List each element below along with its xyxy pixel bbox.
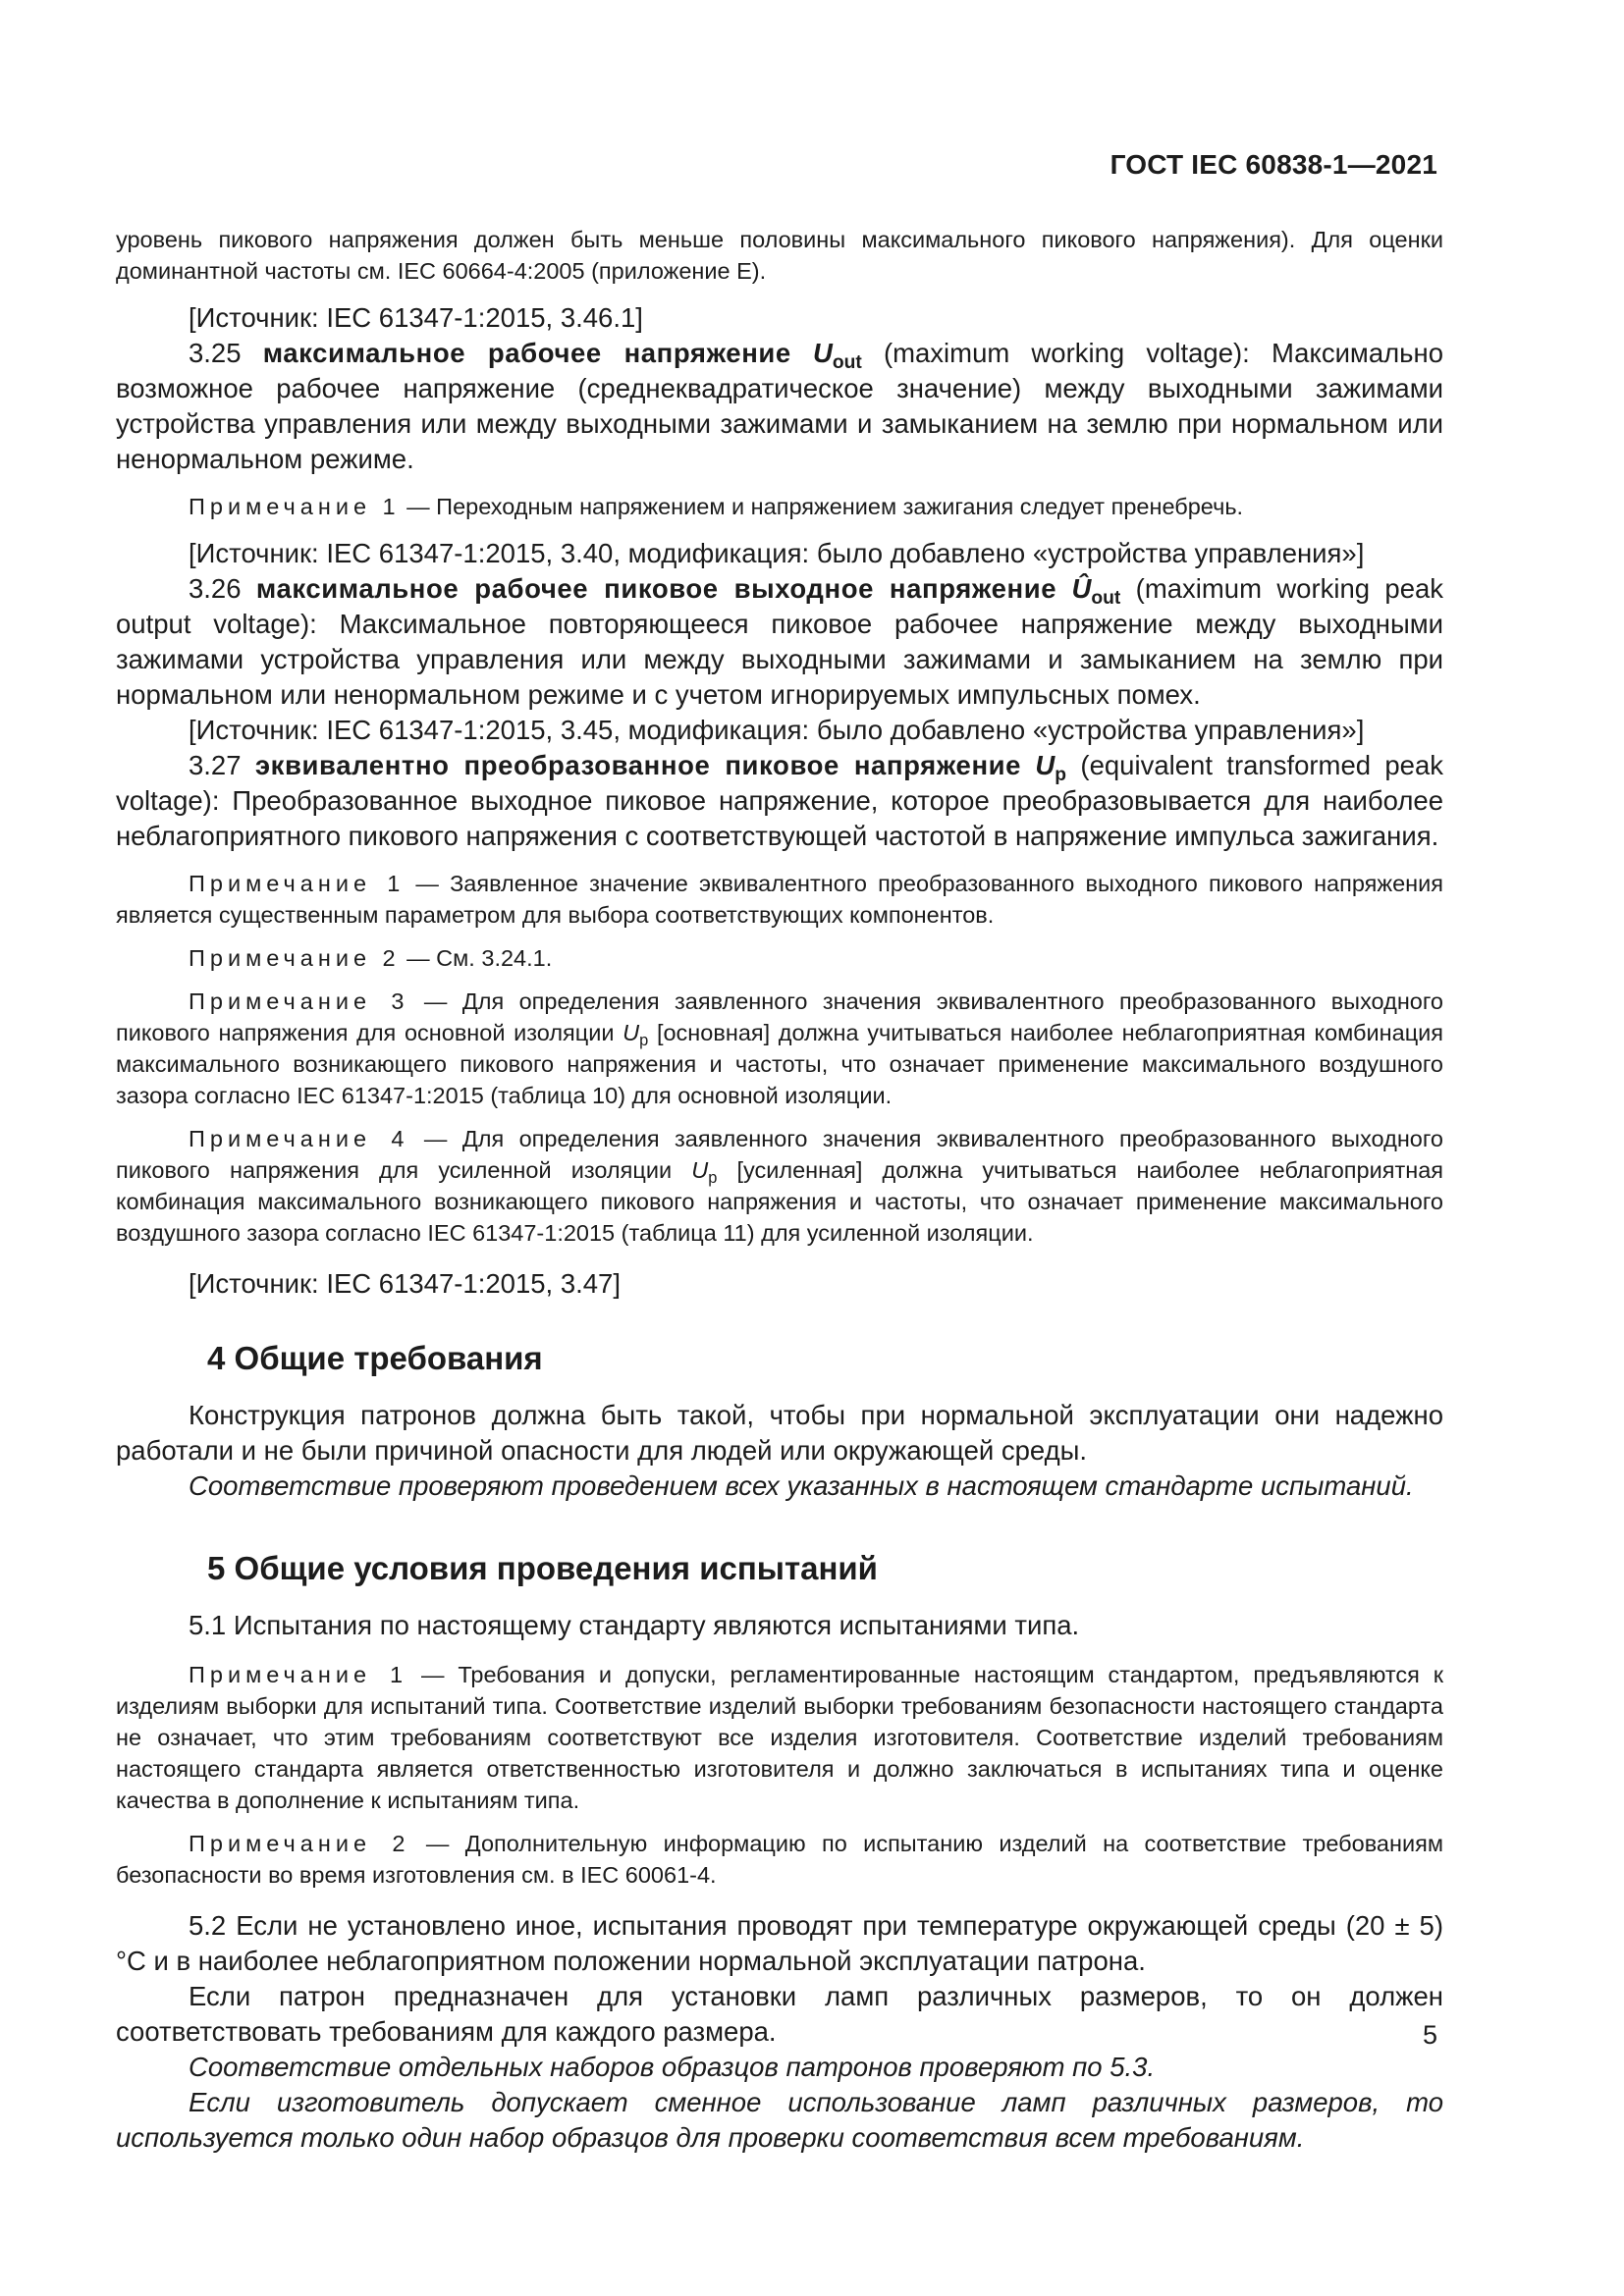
definition-number: 3.26 <box>189 573 242 604</box>
definition-english-term: (maximum working voltage): <box>883 338 1250 368</box>
note-label: Примечание 1 <box>189 494 401 519</box>
note-symbol: U <box>623 1020 640 1045</box>
note-text-continued: [основная] должна учитываться наиболее неблагоприятная комбинация максимального возникающего пикового напряжения и частоты, что означает применение максимального воздушного зазора согласно IEC 61347-1:2015 (таблица 10) для основной изоляции. <box>116 1020 1444 1108</box>
note-text-continued: [усиленная] должна учитываться наиболее неблагоприятная комбинация максимального возникающего пикового напряжения и частоты, что означает применение максимального воздушного зазора согласно IEC 61347-1:2015 (таблица 11) для усиленной изоляции. <box>116 1157 1443 1246</box>
clause-5-1: 5.1 Испытания по настоящему стандарту являются испытаниями типа. <box>189 1610 1080 1640</box>
definition-number: 3.25 <box>189 338 242 368</box>
clause-5-2-interchangeable: Если изготовитель допускает сменное использование ламп различных размеров, то используется только один набор образцов для проверки соответствия всем требованиям. <box>116 2087 1443 2153</box>
clause-5-2-compliance: Соответствие отдельных наборов образцов патронов проверяют по 5.3. <box>189 2052 1156 2082</box>
source-3-26: [Источник: IEC 61347-1:2015, 3.45, модификация: было добавлено «устройства управления»] <box>189 715 1365 745</box>
definition-symbol: Û <box>1071 573 1092 604</box>
section-4-compliance: Соответствие проверяют проведением всех указанных в настоящем стандарте испытаний. <box>189 1470 1414 1501</box>
definition-number: 3.27 <box>189 750 242 780</box>
definition-text: Преобразованное выходное пиковое напряжение, которое преобразовывается для наиболее неблагоприятного пикового напряжения с соответствующей частотой в напряжение импульса зажигания. <box>116 785 1443 851</box>
note-3-25 <box>116 491 1443 522</box>
page-number: 5 <box>1422 2020 1437 2050</box>
definition-english-term: (maximum working peak output voltage): <box>116 573 1444 639</box>
note-text: — Дополнительную информацию по испытанию изделий на соответствие требованиям безопасности во время изготовления см. в IEC 60061-4. <box>116 1831 1443 1888</box>
section-4-heading: 4 Общие требования <box>207 1340 543 1376</box>
definition-3-27 <box>116 748 1443 854</box>
standard-designation: ГОСТ IEC 60838-1—2021 <box>1110 149 1437 180</box>
note-3-27-1 <box>116 868 1443 931</box>
note-text: — См. 3.24.1. <box>400 945 553 971</box>
clause-5-2-sizes: Если патрон предназначен для установки ламп различных размеров, то он должен соответствовать требованиям для каждого размера. <box>116 1981 1443 2047</box>
definition-english-term: (equivalent transformed peak voltage): <box>116 750 1444 816</box>
definition-symbol-subscript: out <box>1091 587 1121 609</box>
note-text: — Требования и допуски, регламентированные настоящим стандартом, предъявляются к изделиям выборки для испытаний типа. Соответствие изделий выборки требованиям безопасности настоящего стандарта не означает, что этим требованиям соответствуют все изделия изготовителя. Соответствие изделий требованиям настоящего стандарта является ответственностью изготовителя и должно заключаться в испытаниях типа и оценке качества в дополнение к испытаниям типа. <box>116 1662 1444 1813</box>
note-symbol-subscript: p <box>708 1168 718 1187</box>
note-3-27-4 <box>116 1123 1443 1249</box>
definition-term: эквивалентно преобразованное пиковое напряжение <box>254 750 1022 780</box>
intro-source: [Источник: IEC 61347-1:2015, 3.46.1] <box>189 302 643 333</box>
definition-term: максимальное рабочее пиковое выходное напряжение <box>255 573 1057 604</box>
note-label: Примечание 1 <box>189 1662 408 1687</box>
definition-3-25 <box>116 336 1443 477</box>
note-label: Примечание 4 <box>189 1126 409 1151</box>
source-3-25: [Источник: IEC 61347-1:2015, 3.40, модификация: было добавлено «устройства управления»] <box>189 538 1365 568</box>
note-label: Примечание 2 <box>189 945 401 971</box>
definition-text: Максимальное повторяющееся пиковое рабочее напряжение между выходными зажимами устройства управления или между выходными зажимами и замыканием на землю при нормальном или ненормальном режиме и с учетом игнорируемых импульсных помех. <box>116 609 1444 710</box>
intro-continuation: уровень пикового напряжения должен быть меньше половины максимального пикового напряжения). Для оценки доминантной частоты см. IEC 60664-4:2005 (приложение Е). <box>116 227 1443 284</box>
note-3-27-2 <box>116 942 1443 974</box>
note-5-1-1 <box>116 1659 1443 1816</box>
definition-symbol-subscript: p <box>1055 764 1067 785</box>
note-label: Примечание 2 <box>189 1831 410 1856</box>
clause-5-2: 5.2 Если не установлено иное, испытания проводят при температуре окружающей среды (20 ± 5) °С и в наиболее неблагоприятном положении нормальной эксплуатации патрона. <box>116 1910 1443 1976</box>
note-3-27-3 <box>116 986 1443 1111</box>
note-label: Примечание 1 <box>189 871 406 896</box>
definition-term: максимальное рабочее напряжение <box>262 338 791 368</box>
source-3-27: [Источник: IEC 61347-1:2015, 3.47] <box>189 1268 621 1299</box>
note-text: — Заявленное значение эквивалентного преобразованного выходного пикового напряжения является существенным параметром для выбора соответствующих компонентов. <box>116 871 1443 928</box>
note-text: — Для определения заявленного значения эквивалентного преобразованного выходного пикового напряжения для основной изоляции <box>116 988 1443 1045</box>
page-body <box>116 224 1443 2156</box>
definition-symbol-subscript: out <box>832 351 862 373</box>
definition-symbol: U <box>812 338 833 368</box>
section-5-heading: 5 Общие условия проведения испытаний <box>207 1550 878 1586</box>
section-4-paragraph: Конструкция патронов должна быть такой, чтобы при нормальной эксплуатации они надежно работали и не были причиной опасности для людей или окружающей среды. <box>116 1400 1443 1466</box>
definition-3-26 <box>116 571 1443 713</box>
definition-symbol: U <box>1035 750 1056 780</box>
definition-text: Максимально возможное рабочее напряжение (среднеквадратическое значение) между выходными зажимами устройства управления или между выходными зажимами и замыканием на землю при нормальном или ненормальном режиме. <box>116 338 1443 474</box>
note-5-1-2 <box>116 1828 1443 1891</box>
note-symbol-subscript: p <box>639 1031 649 1049</box>
note-symbol: U <box>691 1157 709 1183</box>
note-text: — Переходным напряжением и напряжением зажигания следует пренебречь. <box>400 494 1244 519</box>
note-label: Примечание 3 <box>189 988 409 1014</box>
note-text: — Для определения заявленного значения эквивалентного преобразованного выходного пикового напряжения для усиленной изоляции <box>116 1126 1443 1183</box>
